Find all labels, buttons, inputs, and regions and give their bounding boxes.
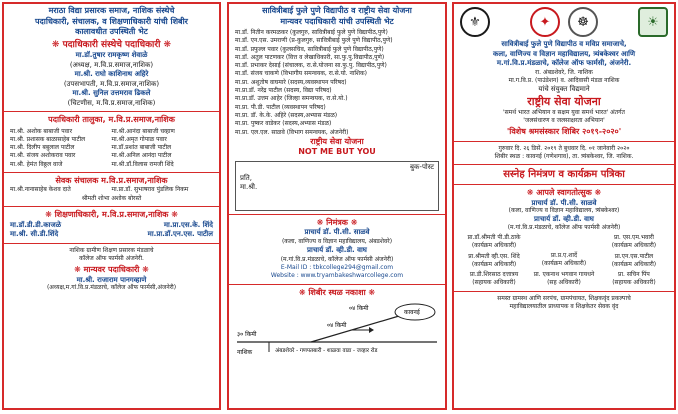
program-officers: प्रा.डॉ.श्रीमती पी.डी.ठाके (कार्यक्रम अधिकारी) प्रा.श्रीमती व्ही.एस. शिंदे (कार्यक्रम अधिकारी) प्रा.डी.शिरसाठ दत्तात्रय (सहायक अधिकारी) प्रा.प्र.ए.शार्दे (कार्यक्रम अधिकारी) प्रा. एकनाथ भगवान गायधने (सह अधिकारी) प्रा. एस.एम.भवारी (कार्यक्रम अधिकारी) प्रा.एन.एस.पाटील (कार्यक्रम अधिकारी) प्रा. सचिन पिंप (सहायक अधिकारी) [467, 233, 657, 287]
invitation-heading: सस्नेह निमंत्रण व कार्यक्रम पत्रिका [503, 169, 625, 181]
nss-heading: राष्ट्रीय सेवा योजना [527, 94, 601, 108]
map-label-nashik: नाशिक [237, 349, 253, 357]
rural-education-society: नाशिक ग्रामीण शिक्षण प्रसारक मंडळाचे कॉलेज ऑफ फार्मसी अंजनेरी. [69, 246, 154, 262]
postal-address-box [235, 161, 439, 211]
divider [454, 291, 674, 292]
divider [4, 206, 219, 207]
staff-directors-list: मा.श्री.नानासाहेब केशव दाते मा.प्रा.डॉ. सुभाषराव पुंडलिक निकम [10, 186, 189, 194]
logo-row [454, 4, 674, 37]
college-logo-icon: ✦ [530, 7, 560, 37]
divider [454, 141, 674, 142]
staff-director-item: श्रीमती शोभा अशोक बोरस्ते [81, 194, 142, 202]
left-panel [2, 2, 221, 410]
camp-title: 'विशेष श्रमसंस्कार शिबिर २०१९-२०२०' [506, 127, 622, 137]
divider [454, 184, 674, 185]
dignitaries-list: मा.श्री. राजाराम पानगव्हाणे (अध्यक्ष,म.गां.वि.प्र.मंडळाचे, कॉलेज ऑफ फार्मसी,अंजनेरी) [46, 275, 177, 291]
hosts-list: प्राचार्य डॉ. पी.सी. साळवे (कला, वाणिज्य व विज्ञान महाविद्यालय, त्र्यंबकेश्वर) प्राचार्य डॉ. व्ही.डी. वाघ (म.गां.वि.प्र.मंडळाचे, कॉलेज ऑफ फार्मसी अंजनेरी) [507, 198, 621, 231]
divider [454, 164, 674, 165]
camp-venue: शिबीर स्थळ : कावनई (गणेशगाव), ता. त्र्यंबकेश्वर, जि. नाशिक. [494, 152, 634, 160]
partner-lines: रा. अंबडशेवरे, जि. नाशिक मा.ग.वि.प्र. (पाउंडेशन) व. आदिवासी मंडळ नाशिक [508, 68, 620, 84]
email-text: E-Mail ID : tbkcollege294@gmail.com [280, 263, 394, 271]
section-title-education-officers: ❋ शिक्षणाधिकारी, म.वि.प्र.समाज,नाशिक ❋ [45, 210, 178, 220]
map-branch-road [311, 316, 399, 342]
map-label-distance-2: ०४ किमी [327, 322, 347, 330]
divider [4, 243, 219, 244]
university-logo-icon: ⚜ [460, 7, 490, 37]
inviters-title: ❋ निमंत्रक ❋ [316, 217, 358, 227]
divider [229, 214, 445, 215]
camp-map-title: ❋ शिबीर स्थळ नकाशा ❋ [298, 287, 376, 297]
education-officers-list: मा.डॉ.डी.डी.काजळे मा.श्री. सी.डी.शिंदे मा.प्रा.एस.के. शिंदे मा.प्रा.डॉ.एन.एस. पाटील [10, 220, 213, 239]
section-title-taluka: पदाधिकारी तालुका, म.वि.प्र.समाज,नाशिक [48, 115, 175, 124]
address-to: प्रति, [240, 173, 253, 182]
divider [4, 172, 219, 173]
panel2-intro: सावित्रीबाई फुले पुणे विद्यापीठ व राष्ट्रीय सेवा योजना मान्यवर पदाधिकारी यांची उपस्थिती भेट [262, 6, 412, 26]
address-name: मा.श्री. [240, 183, 258, 192]
section-title-dignitaries: ❋ मान्यवर पदाधिकारी ❋ [74, 265, 149, 275]
divider [4, 111, 219, 112]
website-link[interactable]: Website : www.tryambakeshwarcollege.com [270, 272, 404, 280]
campaign-slogan-2: 'जलसंधारण व जलसाक्षरता अभियान' [523, 116, 605, 124]
nss-logo-icon: ☀ [638, 7, 668, 37]
map-label-distance-3: ०४ किमी [349, 305, 369, 313]
taluka-list: मा.श्री. अशोक बाबाजी पवार मा.श्री. प्रशासक बाळासाहेब पाटील मा.श्री. दिलीप बबुलाल पाटील मा.श्री. संजय अशोकराव पवार मा.श्री. हेमंत विठ्ठल वाजे मा.श्री.आनंदा बाबाजी चव्हाण मा.श्री.अमृत गोपाळ पवार मा.डॉ.प्रशांत बाबाजी पाटील मा.श्री.अनिल आनंदा पाटील मा.श्री.डॉ.विलास रामजी शिंदे [10, 127, 175, 168]
nss-motto: राष्ट्रीय सेवा योजना [310, 136, 364, 146]
panel1-intro: मराठा विद्या प्रसारक समाज, नाशिक संस्थेचे पदाधिकारी, संचालक, व शिक्षणाधिकारी यांची शिबीर कालावधीत उपस्थिती भेट [35, 6, 188, 36]
middle-panel [227, 2, 447, 410]
map-label-village: कावनई [404, 309, 420, 317]
section-title-staff-directors: सेवक संचालक म.वि.प्र.समाज,नाशिक [55, 175, 168, 185]
section-title-trustees: ❋ पदाधिकारी संस्थेचे पदाधिकारी ❋ [51, 39, 172, 50]
camp-location-map [231, 298, 443, 360]
society-logo-icon: ☸ [568, 7, 598, 37]
right-panel [452, 2, 676, 410]
map-label-route: अंबडशेवरे - गणपतबारी - शाळवा वाडा - जव्हार रोड [275, 348, 378, 355]
map-label-distance-1: ३० किमी [237, 331, 257, 339]
campaign-slogan-1: 'समर्थ भारत अभियान व सक्षम युवा समर्थ भारत' अंतर्गत [503, 108, 625, 116]
map-arrow-head [369, 327, 374, 333]
panel3-intro: सावित्रीबाई फुले पुणे विद्यापीठ व मविप्र समाजाचे, कला, वाणिज्य व विज्ञान महाविद्यालय, त्र्यंबकेश्वर आणि म.गां.वि.प्र.मंडळाचे, कॉलेज ऑफ फार्मसी, अंजनेरी. [492, 40, 636, 67]
footer-acknowledgement: समस्त ग्रामस्थ आणि सरपंच, ग्रामपंचायत, शिक्षकवृंद प्रकल्पाचे महाविद्यालयातील प्राध्यापक व शिक्षकेतर सेवक वृंद [497, 294, 631, 311]
divider [229, 284, 445, 285]
welcome-title: ❋ आपले स्वागतोत्सुक ❋ [526, 188, 602, 198]
book-post-label: बुक-पोस्ट [410, 162, 434, 171]
nss-motto-english: NOT ME BUT YOU [298, 147, 376, 157]
joint-organizers: यांचे संयुक्त विद्यमाने [538, 85, 590, 94]
inviters-list: प्राचार्य डॉ. पी.सी. साळवे (कला, वाणिज्य व विज्ञान महाविद्यालय, अंबडशेवरे) प्राचार्य डॉ. व्ही.डी. वाघ (म.गां.वि.प्र.मंडळाचे, कॉलेज ऑफ फार्मसी अंजनेरी) [280, 228, 394, 263]
university-officials-list: मा.डॉ. नितीन करमळकर (कुलगुरु, सावित्रीबाई फुले पुणे विद्यापीठ,पुणे) मा.डॉ. एन.एस. उमराणी (प्र-कुलगुरु, सावित्रीबाई फुले पुणे विद्यापीठ,पुणे) मा.डॉ. प्रफुल्ल पवार (कुलसचिव, सावित्रीबाई फुले पुणे विद्यापीठ,पुणे) मा.डॉ. अतुल पाटणकर (वित्त व लेखाधिकारी, सा.फु.पु.विद्यापीठ,पुणे) मा.डॉ. प्रभाकर देसाई (संचालक, रा.से.योजना सा.फु.पु. विद्यापीठ,पुणे) मा.डॉ. संजय चाकणे (विभागीय समन्वयक, रा.से.यो. नाशिक) मा.प्रा. अशुतोष वाघमारे (सदस्य,व्यवस्थापन परिषद) मा.प्रा.डॉ. नरेंद्र पाटील (सदस्य, विद्या परिषद) मा.प्रा.डॉ. उत्तम आहेर (जिल्हा समन्वयक, रा.से.यो.) मा.प्रा. पी.डी. पाटील (व्यवस्थापन परिषद) मा.प्रा. डॉ. के.के. अहिरे (सदस्य,अभ्यास मंडळ) मा.प्रा. पुष्कर वाडेकर (सदस्य,अभ्यास मंडळ) मा.प्रा. एल.एल. साळवे (विभाग समन्वयक, अंजनेरी) [235, 29, 393, 136]
camp-dates: गुरुवार दि. २६ डिसें. २०१९ ते बुधवार दि. ०१ जानेवारी २०२० [498, 144, 630, 152]
trustees-list: मा.डॉ.तुषार रामकृष्ण शेवाळे (अध्यक्ष, म.वि.प्र.समाज,नाशिक) मा.श्री. राघो काशिनाथ अहिरे (उपसभापती, म.वि.प्र.समाज,नाशिक) मा.श्री. सुनिल उत्तमराव ढिकले (चिटणीस, म.वि.प्र.समाज,नाशिक) [63, 51, 160, 107]
